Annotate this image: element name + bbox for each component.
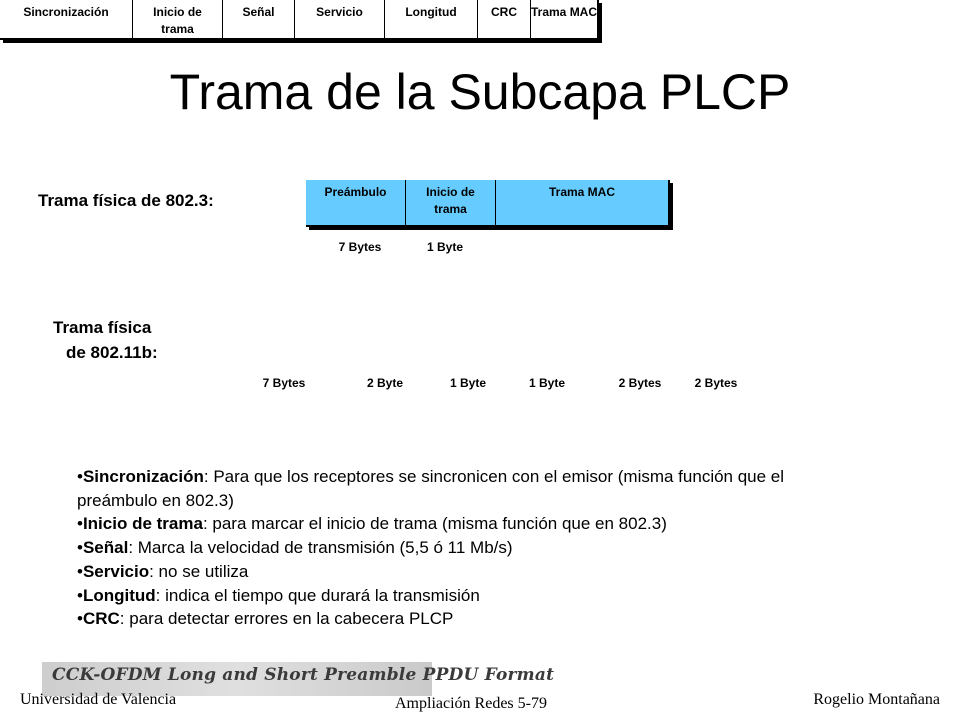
footer-right: Rogelio Montañana [813, 691, 940, 708]
definition-text: : no se utiliza [149, 561, 249, 581]
field-trama-mac: Trama MAC [548, 185, 616, 199]
field-servicio: Servicio [295, 0, 385, 38]
slide-title: Trama de la Subcapa PLCP [169, 64, 791, 120]
size-crc: 2 Bytes [694, 376, 738, 390]
field-inicio-de-trama: Inicio de trama [133, 0, 223, 38]
definition-text: : Para que los receptores se sincronicen con el emisor (misma función que el preámbulo en 802.3) [77, 467, 785, 510]
frame-80211b-diagram [0, 0, 599, 40]
definitions-list [77, 465, 857, 631]
size-inicio-de-trama: 1 Byte [426, 240, 464, 254]
frame-8023-label: Trama física de 802.3: [38, 191, 214, 210]
field-crc: CRC [478, 0, 531, 38]
definition-text: : para marcar el inicio de trama (misma función que en 802.3) [202, 514, 667, 534]
definition-text: : indica el tiempo que durará la transmisión [155, 585, 480, 605]
term-inicio-de-trama: Inicio de trama [82, 514, 203, 534]
size-preambulo: 7 Bytes [338, 240, 382, 254]
list-item: •Longitud: indica el tiempo que durará la transmisión [77, 585, 480, 605]
ppdu-format-banner-text: CCK-OFDM Long and Short Preamble PPDU Format [52, 665, 555, 685]
footer-left: Universidad de Valencia [20, 691, 177, 708]
field-inicio-de-trama: Inicio de trama [406, 180, 496, 225]
list-item: •Servicio: no se utiliza [77, 561, 249, 581]
field-longitud: Longitud [385, 0, 478, 38]
field-sincronizacion: Sincronización [0, 0, 133, 38]
term-servicio: Servicio [82, 561, 150, 581]
field-senal: Señal [223, 0, 295, 38]
size-sincronizacion: 7 Bytes [262, 376, 306, 390]
field-preambulo: Preámbulo [306, 180, 406, 225]
definition-text: : para detectar errores en la cabecera PLCP [119, 609, 454, 629]
term-crc: CRC [82, 609, 120, 629]
size-longitud: 2 Bytes [618, 376, 662, 390]
size-inicio-de-trama: 2 Byte [366, 376, 404, 390]
list-item: •Señal: Marca la velocidad de transmisión (5,5 ó 11 Mb/s) [77, 538, 513, 558]
footer-center: Ampliación Redes 5-79 [395, 695, 547, 712]
frame-80211b-label-line2: de 802.11b: [66, 343, 158, 362]
list-item: •CRC: para detectar errores en la cabecera PLCP [77, 609, 454, 629]
size-servicio: 1 Byte [528, 376, 566, 390]
frame-80211b-label-line1: Trama física [53, 318, 152, 337]
definition-text: : Marca la velocidad de transmisión (5,5 ó 11 Mb/s) [128, 538, 513, 558]
term-sincronizacion: Sincronización [82, 467, 204, 486]
list-item: •Inicio de trama: para marcar el inicio de trama (misma función que en 802.3) [77, 514, 667, 534]
term-longitud: Longitud [82, 585, 156, 605]
size-senal: 1 Byte [449, 376, 487, 390]
field-trama-mac: Trama MAC [531, 5, 598, 19]
frame-8023-diagram [306, 180, 670, 227]
term-senal: Señal [82, 538, 129, 558]
list-item: •Sincronización: Para que los receptores se sincronicen con el emisor (misma función que el preámbulo en 802.3) [77, 467, 785, 510]
